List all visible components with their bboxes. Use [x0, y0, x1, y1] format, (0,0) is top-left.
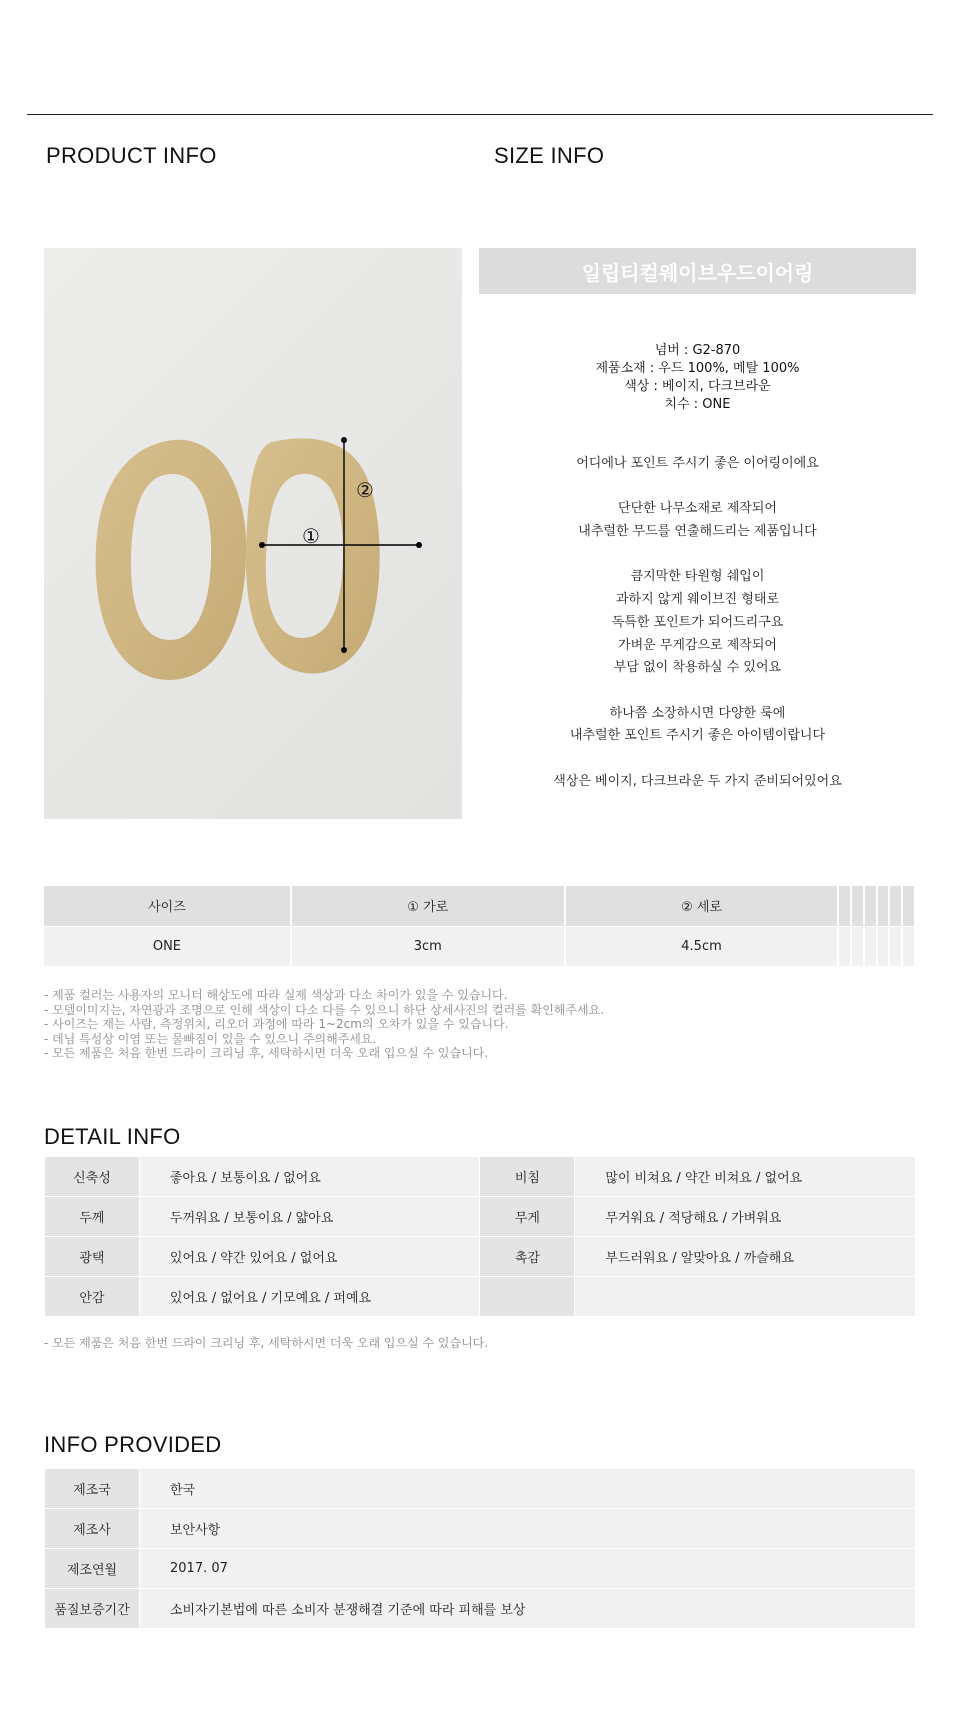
table-row	[45, 1277, 916, 1317]
size-cell	[877, 926, 890, 966]
table-row	[45, 1549, 916, 1589]
note-line: - 모델이미지는, 자연광과 조명으로 인해 색상이 다소 다를 수 있으니 하단 상세사진의 컬러를 확인해주세요.	[44, 1002, 605, 1017]
provided-value: 2017. 07	[140, 1549, 916, 1589]
right-earring	[246, 438, 380, 673]
description-line: 큼지막한 타원형 쉐입이	[630, 569, 765, 585]
provided-value: 한국	[140, 1469, 916, 1509]
table-row	[45, 1589, 916, 1629]
description-line: 독특한 포인트가 되어드리구요	[611, 614, 784, 630]
table-row	[44, 926, 915, 966]
description-line: 단단한 나무소재로 제작되어	[618, 501, 777, 517]
height-marker: ②	[356, 478, 374, 502]
detail-table	[44, 1156, 916, 1317]
note-line: - 모든 제품은 처음 한번 드라이 크리닝 후, 세탁하시면 더욱 오래 입으실 수 있습니다.	[44, 1046, 489, 1061]
spec-number: 넘버 : G2-870	[654, 343, 741, 358]
description-line: 어디에나 포인트 주시기 좋은 이어링이에요	[576, 456, 819, 471]
detail-value	[575, 1277, 916, 1317]
detail-info-heading: DETAIL INFO	[44, 1124, 181, 1149]
detail-value: 좋아요 / 보통이요 / 없어요	[139, 1157, 480, 1197]
product-info-heading: PRODUCT INFO	[46, 143, 217, 168]
size-cell: 3cm	[291, 926, 565, 966]
provided-value: 보안사항	[140, 1509, 916, 1549]
detail-label: 광택	[45, 1237, 140, 1277]
description-line: 내추럴한 무드를 연출해드리는 제품입니다	[578, 524, 817, 540]
description-line: 내추럴한 포인트 주시기 좋은 아이템이랍니다	[569, 728, 826, 744]
size-header-cell: ② 세로	[565, 886, 839, 926]
measure-endpoint	[341, 647, 347, 653]
description-line: 색상은 베이지, 다크브라운 두 가지 준비되어있어요	[553, 773, 842, 789]
provided-label: 제조연월	[45, 1549, 140, 1589]
size-header-cell	[864, 886, 877, 926]
size-header-cell	[838, 886, 851, 926]
description-line: 가벼운 무게감으로 제작되어	[618, 637, 777, 653]
size-table	[44, 886, 916, 967]
spec-color: 색상 : 베이지, 다크브라운	[624, 379, 771, 394]
spec-size: 치수 : ONE	[664, 397, 731, 412]
table-row	[45, 1509, 916, 1549]
width-marker: ①	[302, 524, 320, 548]
table-row	[45, 1469, 916, 1509]
size-header-cell	[877, 886, 890, 926]
size-info-heading: SIZE INFO	[494, 143, 605, 168]
description-spacer	[479, 544, 916, 567]
description-line: 하나쯤 소장하시면 다양한 룩에	[609, 705, 786, 721]
detail-label: 안감	[45, 1277, 140, 1317]
description-line: 과하지 않게 웨이브진 형태로	[615, 592, 780, 608]
info-provided-table	[44, 1468, 916, 1629]
size-cell: 4.5cm	[565, 926, 839, 966]
note-line: - 제품 컬러는 사용자의 모니터 해상도에 따라 실제 색상과 다소 차이가 있을 수 있습니다.	[44, 988, 508, 1002]
detail-label: 무게	[480, 1197, 575, 1237]
size-cell	[889, 926, 902, 966]
detail-value: 있어요 / 없어요 / 기모예요 / 퍼예요	[139, 1277, 480, 1317]
description-spacer	[479, 680, 916, 703]
size-cell	[838, 926, 851, 966]
detail-value: 많이 비쳐요 / 약간 비쳐요 / 없어요	[575, 1157, 916, 1197]
description-line: 부담 없이 착용하실 수 있어요	[613, 660, 782, 676]
description-spacer	[479, 476, 916, 499]
left-earring	[96, 440, 247, 680]
size-cell	[851, 926, 864, 966]
size-header-cell	[851, 886, 864, 926]
detail-value: 두꺼워요 / 보통이요 / 얇아요	[139, 1197, 480, 1237]
detail-label: 두께	[45, 1197, 140, 1237]
size-header-cell: 사이즈	[44, 886, 291, 926]
detail-note: - 모든 제품은 처음 한번 드라이 크리닝 후, 세탁하시면 더욱 오래 입으실 수 있습니다.	[44, 1336, 489, 1350]
table-row	[45, 1157, 916, 1197]
product-name-bar: 일립티컬웨이브우드이어링	[479, 248, 916, 294]
provided-label: 제조국	[45, 1469, 140, 1509]
size-header-cell	[889, 886, 902, 926]
size-cell: ONE	[44, 926, 291, 966]
detail-value: 무거워요 / 적당해요 / 가벼워요	[575, 1197, 916, 1237]
measure-endpoint	[341, 437, 347, 443]
size-header-cell: ① 가로	[291, 886, 565, 926]
info-provided-heading: INFO PROVIDED	[44, 1432, 222, 1457]
product-photo	[44, 248, 462, 819]
description-spacer	[479, 748, 916, 771]
provided-label: 제조사	[45, 1509, 140, 1549]
top-divider	[27, 114, 933, 115]
detail-label: 촉감	[480, 1237, 575, 1277]
product-description	[479, 453, 916, 793]
earrings-illustration	[44, 248, 462, 819]
size-cell	[864, 926, 877, 966]
detail-value: 부드러워요 / 알맞아요 / 까슬해요	[575, 1237, 916, 1277]
detail-label: 비침	[480, 1157, 575, 1197]
measure-endpoint	[416, 542, 422, 548]
table-row	[45, 1237, 916, 1277]
table-row	[45, 1197, 916, 1237]
detail-label: 신축성	[45, 1157, 140, 1197]
care-notes	[44, 988, 604, 1061]
spec-material: 제품소재 : 우드 100%, 메탈 100%	[595, 361, 800, 376]
provided-label: 품질보증기간	[45, 1589, 140, 1629]
note-line: - 데님 특성상 이염 또는 물빠짐이 있을 수 있으니 주의해주세요.	[44, 1031, 377, 1046]
detail-value: 있어요 / 약간 있어요 / 없어요	[139, 1237, 480, 1277]
measure-endpoint	[259, 542, 265, 548]
size-table-header	[44, 886, 915, 926]
detail-label	[480, 1277, 575, 1317]
size-cell	[902, 926, 915, 966]
size-header-cell	[902, 886, 915, 926]
product-specs	[479, 342, 916, 414]
note-line: - 사이즈는 재는 사람, 측정위치, 리오더 과정에 따라 1~2cm의 오차가 있을 수 있습니다.	[44, 1017, 509, 1032]
provided-value: 소비자기본법에 따른 소비자 분쟁해결 기준에 따라 피해를 보상	[140, 1589, 916, 1629]
